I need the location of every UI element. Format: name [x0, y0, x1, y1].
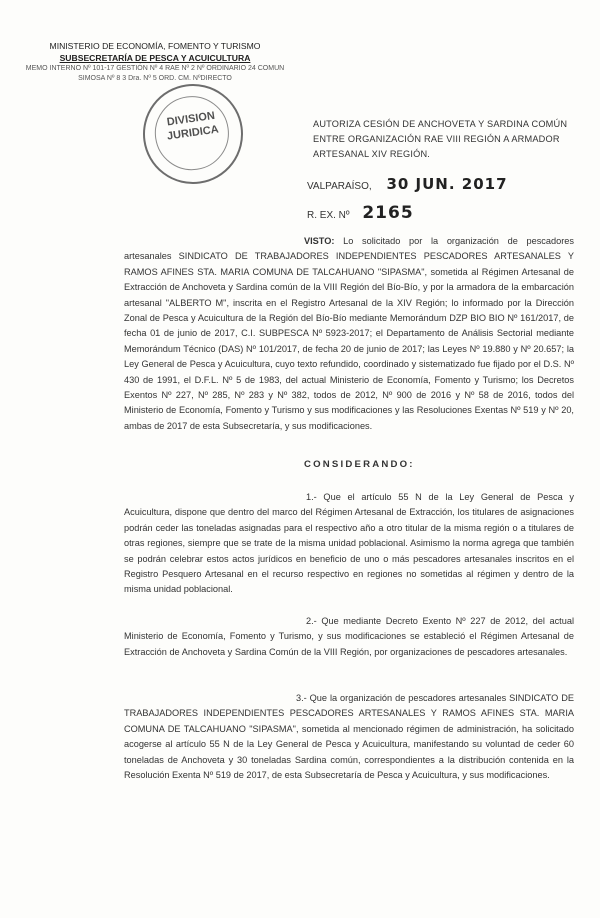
resolution-number-line [307, 203, 414, 223]
ministry-name: MINISTERIO DE ECONOMÍA, FOMENTO Y TURISMO [49, 41, 261, 51]
considerando-item-2-text: 2.- Que mediante Decreto Exento Nº 227 de 2012, del actual Ministerio de Economía, Fomento y Turismo, y sus modificaciones se estableció el Régimen Artesanal de Extracción de Anchoveta y Sardina Común de la VIII Región, por organizaciones de pescadores artesanales. [124, 616, 574, 657]
date-line [307, 175, 508, 193]
letterhead [20, 40, 290, 84]
division-juridica-stamp [137, 78, 250, 191]
considerando-item-3-text: 3.- Que la organización de pescadores artesanales SINDICATO DE TRABAJADORES INDEPENDIENTES PESCADORES ARTESANALES Y RAMOS AFINES STA. MARIA COMUNA DE TALCAHUANO "SIPASMA", sometida al mencionado régimen de administración, ha solicitado acogerse al artículo 55 N de la Ley General de Pesca y Acuicultura, manifestando su voluntad de ceder 60 toneladas de Anchoveta y 30 toneladas Sardina común, correspondientes a la distribución contenida en la Resolución Exenta Nº 519 de 2017, de esta Subsecretaría de Pesca y Acuicultura, y sus modificaciones. [124, 693, 574, 781]
memo-reference-line-2: SIMOSA Nº 8 3 Dra. Nº 5 ORD. CM. NºDIRECTO [78, 75, 232, 82]
considerando-item-2 [124, 614, 574, 660]
visto-label: VISTO: [304, 236, 335, 246]
visto-paragraph [124, 234, 574, 434]
considerando-item-1-text: 1.- Que el artículo 55 N de la Ley General de Pesca y Acuicultura, dispone que dentro del marco del Régimen Artesanal de Extracción, los titulares de asignaciones podrán ceder las toneladas asignadas para el respectivo año a otro titular de la misma región o a titulares de otras regiones, siempre que se trate de la misma unidad poblacional. Asimismo la norma agrega que también se podrán celebrar estos actos jurídicos en beneficio de uno o más pescadores artesanales inscritos en el Registro Pesquero Artesanal en el recurso respectivo en regiones no sometidas al régimen y dentro de la misma unidad poblacional. [124, 492, 574, 595]
rex-label: R. EX. Nº [307, 210, 350, 221]
visto-text: Lo solicitado por la organización de pescadores artesanales SINDICATO DE TRABAJADORES INDEPENDIENTES PESCADORES ARTESANALES Y RAMOS AFINES STA. MARIA COMUNA DE TALCAHUANO "SIPASMA", sometida al Régimen Artesanal de Extracción de Anchoveta y Sardina común de la VIII Región del Bío-Bío, y por la armadora de la embarcación artesanal "ALBERTO M", inscrita en el Registro Artesanal de la XIV Región; lo informado por la Dirección Zonal de Pesca y Acuicultura de la Región del Bío-Bío mediante Memorándum DZP BIO BIO Nº 161/2017, de fecha 01 de junio de 2017, C.I. SUBPESCA Nº 5923-2017; el Departamento de Análisis Sectorial mediante Memorándum Técnico (DAS) Nº 101/2017, de fecha 20 de junio de 2017; las Leyes Nº 19.880 y Nº 20.657; la Ley General de Pesca y Acuicultura, cuyo texto refundido, coordinado y sistematizado fue fijado por el D.S. Nº 430 de 1991, el D.F.L. Nº 5 de 1983, del actual Ministerio de Economía, Fomento y Turismo; los Decretos Exentos Nº 227, Nº 285, Nº 283 y Nº 382, todos de 2012, Nº 900 de 2016 y Nº 58 de 2016, todos del Ministerio de Economía, Fomento y Turismo y sus modificaciones y las Resoluciones Exentas Nº 519 y Nº 20, ambas de 2017 de esta Subsecretaría, y sus modificaciones. [124, 236, 574, 431]
considerando-item-1 [124, 490, 574, 598]
memo-reference-line-1: MEMO INTERNO Nº 101-17 GESTIÓN Nº 4 RAE Nº 2 Nº ORDINARIO 24 COMUN [25, 65, 285, 72]
resolution-subject: AUTORIZA CESIÓN DE ANCHOVETA Y SARDINA COMÚN ENTRE ORGANIZACIÓN RAE VIII REGIÓN A ARMADOR ARTESANAL XIV REGIÓN. [313, 119, 568, 159]
rex-number: 2165 [362, 203, 414, 223]
date-value: 30 JUN. 2017 [386, 175, 508, 193]
date-place: VALPARAÍSO, [307, 181, 372, 192]
considerando-title: CONSIDERANDO: [304, 459, 415, 470]
subsecretaria-name: SUBSECRETARÍA DE PESCA Y ACUICULTURA [59, 53, 251, 63]
stamp-line-2: JURIDICA [166, 123, 220, 143]
considerando-item-3 [124, 691, 574, 783]
stamp-line-1: DIVISION [166, 109, 216, 129]
